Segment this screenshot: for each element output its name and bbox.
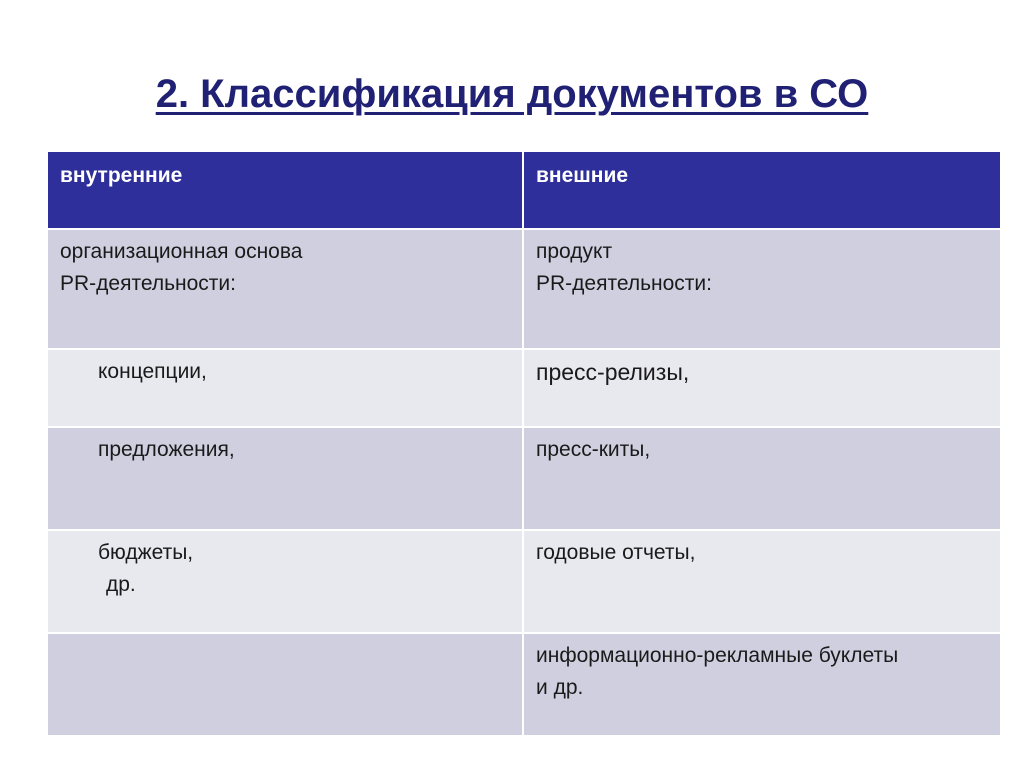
header-external: внешние	[523, 151, 1001, 229]
cell-text: информационно-рекламные буклеты	[536, 644, 899, 667]
cell-text: PR-деятельности:	[60, 272, 236, 295]
table-row	[47, 633, 1001, 736]
table-cell	[523, 633, 1001, 736]
table-cell	[523, 427, 1001, 530]
table-cell	[47, 427, 523, 530]
cell-text: и др.	[536, 676, 584, 699]
cell-text: концепции,	[98, 360, 207, 383]
cell-text: бюджеты,	[98, 541, 194, 564]
cell-text: пресс-релизы,	[536, 359, 690, 385]
cell-text: продукт	[536, 240, 613, 263]
cell-text: пресс-киты,	[536, 438, 651, 461]
table-cell	[47, 530, 523, 633]
cell-text: PR-деятельности:	[536, 272, 712, 295]
table-cell	[47, 349, 523, 427]
header-internal: внутренние	[47, 151, 523, 229]
table-row	[47, 427, 1001, 530]
cell-text: организационная основа	[60, 240, 303, 263]
table-cell	[523, 530, 1001, 633]
cell-text: др.	[106, 573, 136, 596]
classification-table	[46, 150, 1002, 737]
table-header-row	[47, 151, 1001, 229]
cell-text: годовые отчеты,	[536, 541, 696, 564]
table-cell	[47, 229, 523, 349]
table-row	[47, 530, 1001, 633]
table-cell	[523, 229, 1001, 349]
table-row	[47, 229, 1001, 349]
table-cell	[523, 349, 1001, 427]
slide-title: 2. Классификация документов в СО	[155, 72, 869, 116]
cell-text: предложения,	[98, 438, 235, 461]
table-row	[47, 349, 1001, 427]
table-cell	[47, 633, 523, 736]
